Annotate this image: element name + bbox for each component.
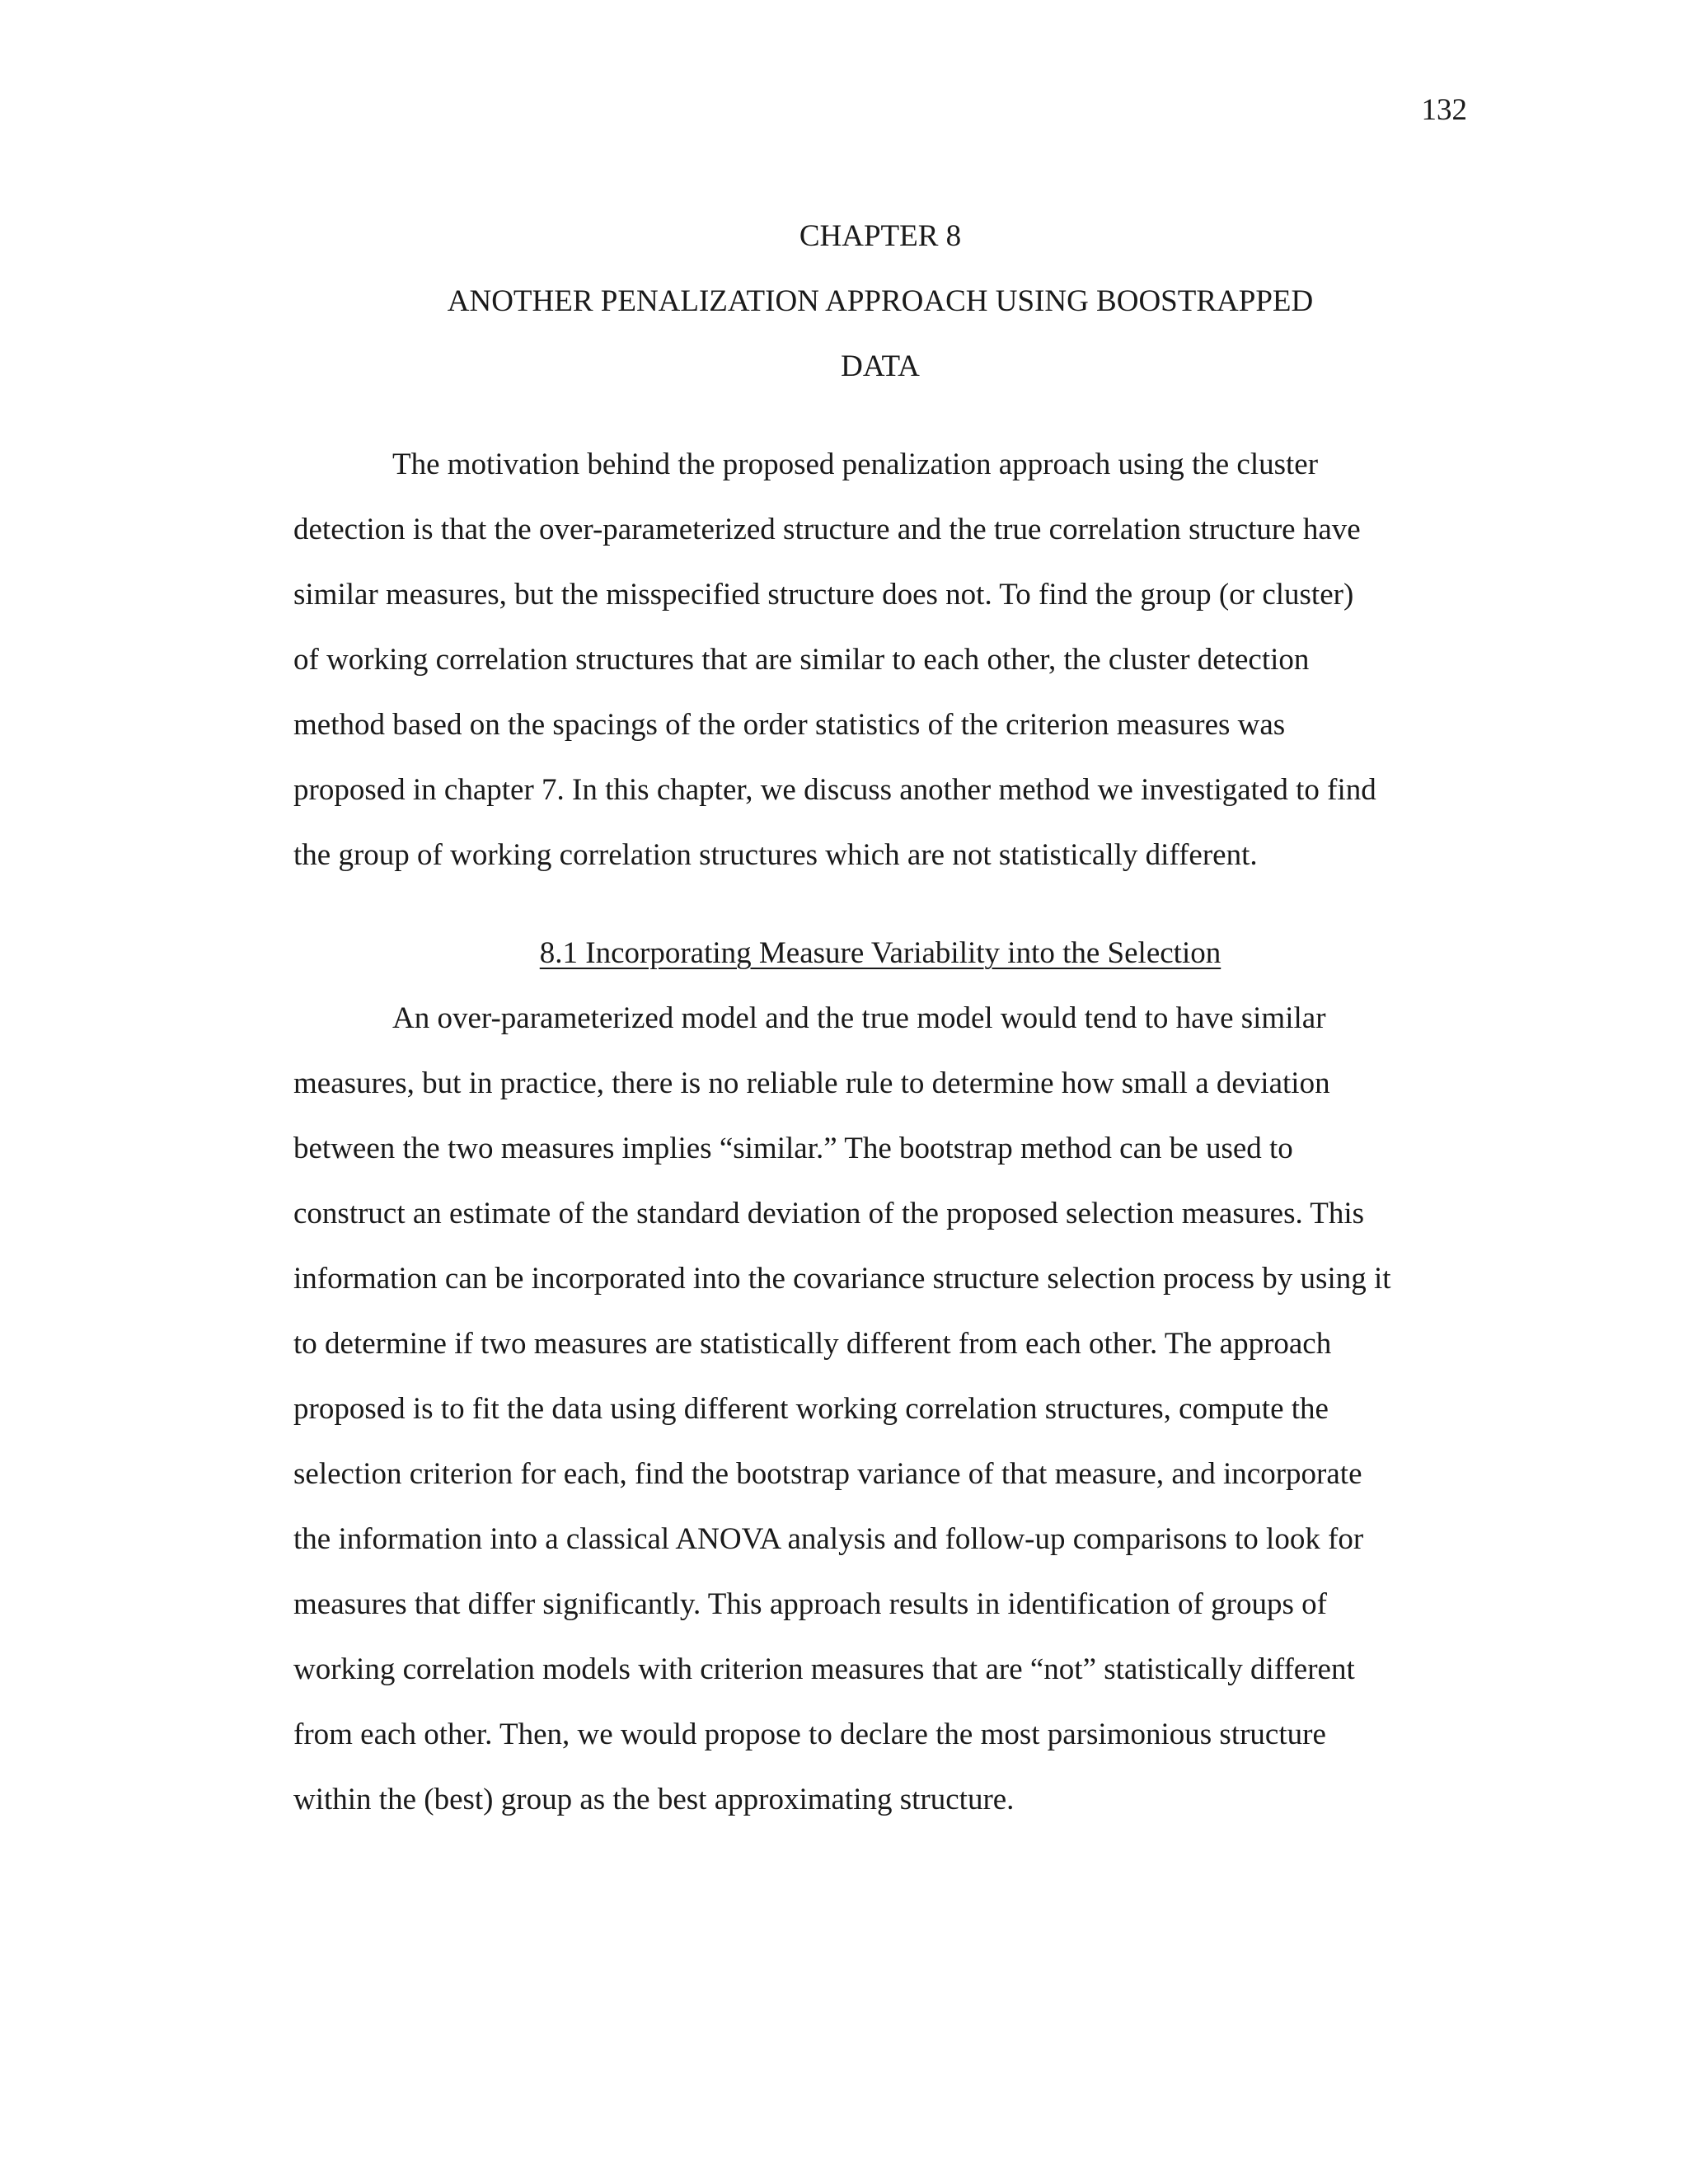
paragraph-2-line: within the (best) group as the best approximating structure. — [293, 1783, 1015, 1816]
paragraph-2-line: selection criterion for each, find the bootstrap variance of that measure, and incorporate — [293, 1457, 1362, 1491]
chapter-title-line-2: DATA — [841, 349, 920, 383]
chapter-label: CHAPTER 8 — [799, 219, 962, 253]
page-number: 132 — [1421, 93, 1467, 127]
chapter-title-line-1: ANOTHER PENALIZATION APPROACH USING BOOSTRAPPED — [447, 284, 1314, 318]
paragraph-1-line: The motivation behind the proposed penalization approach using the cluster — [392, 448, 1319, 481]
paragraph-2-line: between the two measures implies “similar.” The bootstrap method can be used to — [293, 1132, 1293, 1165]
paragraph-2-line: proposed is to fit the data using different working correlation structures, compute the — [293, 1392, 1329, 1426]
paragraph-2-line: the information into a classical ANOVA analysis and follow-up comparisons to look for — [293, 1522, 1364, 1556]
paragraph-2-line: from each other. Then, we would propose to declare the most parsimonious structure — [293, 1718, 1326, 1751]
paragraph-1-line: method based on the spacings of the order statistics of the criterion measures was — [293, 708, 1286, 742]
paragraph-2-line: measures, but in practice, there is no reliable rule to determine how small a deviation — [293, 1066, 1330, 1100]
paragraph-1-line: the group of working correlation structures which are not statistically different. — [293, 838, 1258, 872]
section-heading-text: 8.1 Incorporating Measure Variability into the Selection — [539, 936, 1221, 970]
paragraph-1-line: similar measures, but the misspecified structure does not. To find the group (or cluster) — [293, 578, 1354, 612]
paragraph-2-line: An over-parameterized model and the true model would tend to have similar — [392, 1001, 1326, 1035]
paragraph-2-line: to determine if two measures are statistically different from each other. The approach — [293, 1327, 1332, 1361]
paragraph-1-line: of working correlation structures that are similar to each other, the cluster detection — [293, 643, 1310, 677]
paragraph-2-line: working correlation models with criterion measures that are “not” statistically different — [293, 1652, 1355, 1686]
paragraph-2-line: information can be incorporated into the covariance structure selection process by using it — [293, 1262, 1391, 1296]
section-heading — [293, 935, 1467, 972]
paragraph-1-line: proposed in chapter 7. In this chapter, we discuss another method we investigated to find — [293, 773, 1376, 807]
paragraph-1-line: detection is that the over-parameterized structure and the true correlation structure have — [293, 513, 1361, 546]
paragraph-2-line: construct an estimate of the standard deviation of the proposed selection measures. This — [293, 1197, 1365, 1230]
paragraph-2-line: measures that differ significantly. This approach results in identification of groups of — [293, 1587, 1327, 1621]
